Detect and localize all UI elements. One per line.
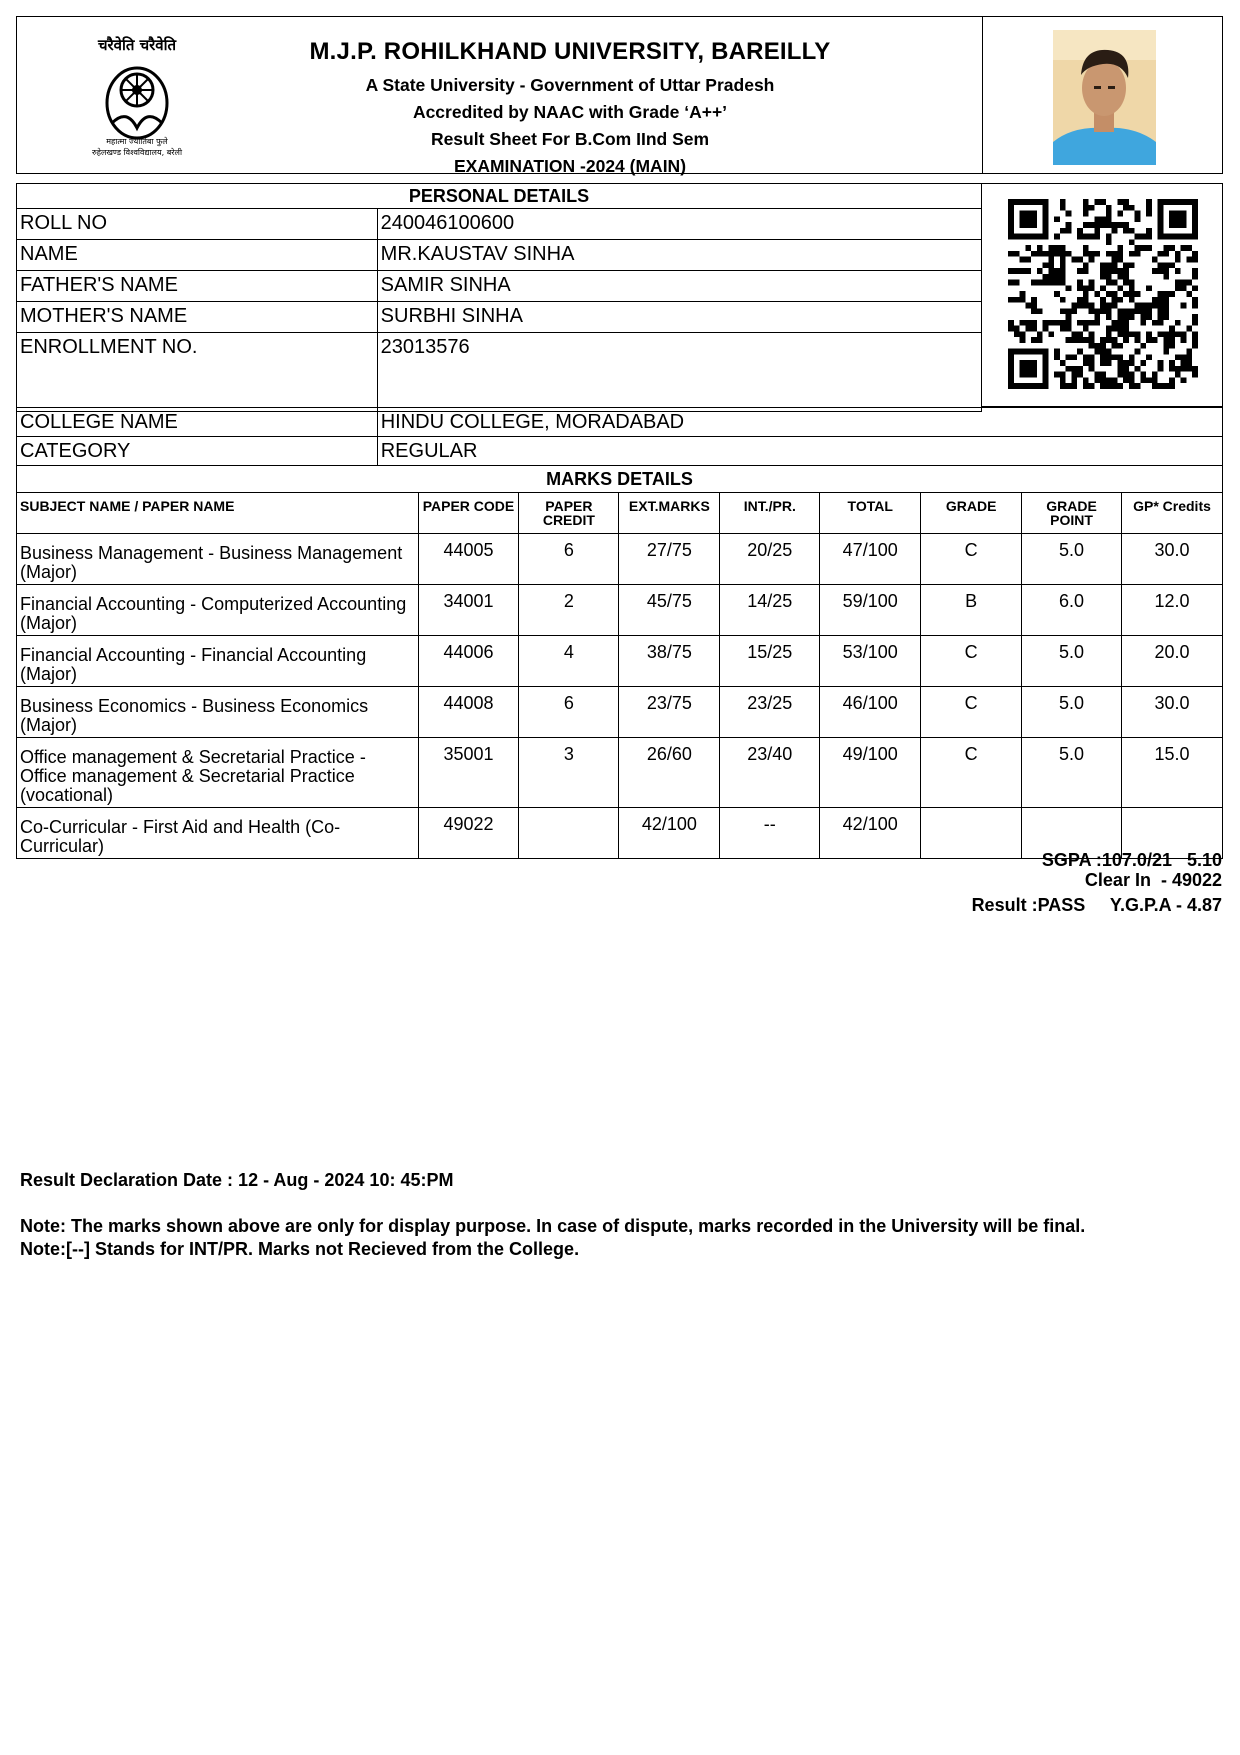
col-paper-code: PAPER CODE — [418, 493, 519, 534]
ext-marks: 26/60 — [619, 738, 720, 808]
paper-code: 35001 — [418, 738, 519, 808]
paper-credit: 3 — [519, 738, 619, 808]
subtitle-state: A State University - Government of Uttar Pradesh — [365, 75, 775, 95]
mother-name-label: MOTHER'S NAME — [17, 302, 378, 333]
grade: C — [921, 636, 1022, 687]
grade-point: 5.0 — [1022, 738, 1122, 808]
paper-credit — [519, 808, 619, 859]
paper-credit: 2 — [519, 585, 619, 636]
paper-code: 44006 — [418, 636, 519, 687]
col-paper-credit: PAPER CREDIT — [519, 493, 619, 534]
row-roll-no — [17, 209, 982, 240]
grade: C — [921, 687, 1022, 738]
grade: B — [921, 585, 1022, 636]
gp-credits: 30.0 — [1122, 687, 1223, 738]
roll-no-value: 240046100600 — [377, 209, 981, 240]
university-logo — [72, 28, 202, 158]
result-line: Result :PASS Y.G.P.A - 4.87 — [971, 895, 1222, 915]
grade: C — [921, 534, 1022, 585]
title-block — [240, 38, 900, 180]
category-label: CATEGORY — [17, 437, 378, 466]
grade-point: 5.0 — [1022, 534, 1122, 585]
ext-marks: 45/75 — [619, 585, 720, 636]
marks-details-heading: MARKS DETAILS — [17, 466, 1223, 493]
subject-name: Office management & Secretarial Practice - Office management & Secretarial Practice (vocational) — [17, 738, 419, 808]
personal-details-heading: PERSONAL DETAILS — [17, 184, 982, 209]
col-gp-credits: GP* Credits — [1122, 493, 1223, 534]
total-marks: 42/100 — [820, 808, 921, 859]
row-father-name — [17, 271, 982, 302]
row-name — [17, 240, 982, 271]
subject-name: Financial Accounting - Financial Accounting (Major) — [17, 636, 419, 687]
table-row — [17, 636, 1223, 687]
logo-name-1: महात्मा ज्योतिबा फुले — [106, 137, 168, 146]
result-sheet-title: Result Sheet For B.Com IInd Sem — [430, 129, 710, 149]
note-display-purpose: Note: The marks shown above are only for display purpose. In case of dispute, marks recorded in the University will be final. — [20, 1216, 1086, 1236]
col-int-pr: INT./PR. — [720, 493, 820, 534]
paper-credit: 6 — [519, 687, 619, 738]
total-marks: 46/100 — [820, 687, 921, 738]
roll-no-label: ROLL NO — [17, 209, 378, 240]
table-row — [17, 585, 1223, 636]
personal-details-table — [16, 183, 982, 412]
paper-credit: 6 — [519, 534, 619, 585]
gp-credits: 15.0 — [1122, 738, 1223, 808]
enrollment-value: 23013576 — [377, 333, 981, 412]
int-marks: -- — [720, 808, 820, 859]
category-value: REGULAR — [377, 437, 1222, 466]
total-marks: 47/100 — [820, 534, 921, 585]
subject-name: Co-Curricular - First Aid and Health (Co-Curricular) — [17, 808, 419, 859]
subject-name: Business Economics - Business Economics (Major) — [17, 687, 419, 738]
ext-marks: 27/75 — [619, 534, 720, 585]
ext-marks: 38/75 — [619, 636, 720, 687]
int-marks: 23/25 — [720, 687, 820, 738]
col-grade: GRADE — [921, 493, 1022, 534]
qr-code — [1008, 199, 1198, 389]
result-declaration-date: Result Declaration Date : 12 - Aug - 2024 10: 45:PM — [20, 1170, 454, 1190]
int-marks: 15/25 — [720, 636, 820, 687]
father-name-label: FATHER'S NAME — [17, 271, 378, 302]
col-grade-point: GRADE POINT — [1022, 493, 1122, 534]
college-table — [16, 407, 1223, 466]
name-value: MR.KAUSTAV SINHA — [377, 240, 981, 271]
total-marks: 49/100 — [820, 738, 921, 808]
row-enrollment — [17, 333, 982, 412]
paper-code: 34001 — [418, 585, 519, 636]
col-subject: SUBJECT NAME / PAPER NAME — [17, 493, 419, 534]
row-mother-name — [17, 302, 982, 333]
logo-motto: चरैवेति चरैवेति — [97, 36, 177, 54]
sgpa-line: SGPA :107.0/21 5.10 — [1041, 850, 1222, 870]
total-marks: 53/100 — [820, 636, 921, 687]
paper-code: 49022 — [418, 808, 519, 859]
note-int-pr: Note:[--] Stands for INT/PR. Marks not Recieved from the College. — [20, 1239, 580, 1259]
father-name-value: SAMIR SINHA — [377, 271, 981, 302]
grade-point: 5.0 — [1022, 687, 1122, 738]
int-marks: 14/25 — [720, 585, 820, 636]
grade — [921, 808, 1022, 859]
gp-credits: 12.0 — [1122, 585, 1223, 636]
examination-title: EXAMINATION -2024 (MAIN) — [453, 156, 687, 176]
subject-name: Financial Accounting - Computerized Accounting (Major) — [17, 585, 419, 636]
table-row — [17, 738, 1223, 808]
int-marks: 20/25 — [720, 534, 820, 585]
summary-block — [1042, 850, 1222, 890]
student-photo — [1053, 30, 1156, 165]
ext-marks: 42/100 — [619, 808, 720, 859]
logo-name-2: रुहेलखण्ड विश्वविद्यालय, बरेली — [91, 148, 183, 157]
total-marks: 59/100 — [820, 585, 921, 636]
grade-point: 5.0 — [1022, 636, 1122, 687]
subject-name: Business Management - Business Management (Major) — [17, 534, 419, 585]
subtitle-naac: Accredited by NAAC with Grade ‘A++’ — [412, 102, 728, 122]
row-college — [17, 408, 1223, 437]
gp-credits: 20.0 — [1122, 636, 1223, 687]
int-marks: 23/40 — [720, 738, 820, 808]
grade-point: 6.0 — [1022, 585, 1122, 636]
grade: C — [921, 738, 1022, 808]
marks-table — [16, 465, 1223, 859]
paper-credit: 4 — [519, 636, 619, 687]
name-label: NAME — [17, 240, 378, 271]
table-row — [17, 687, 1223, 738]
ext-marks: 23/75 — [619, 687, 720, 738]
gp-credits: 30.0 — [1122, 534, 1223, 585]
college-label: COLLEGE NAME — [17, 408, 378, 437]
col-total: TOTAL — [820, 493, 921, 534]
university-name: M.J.P. ROHILKHAND UNIVERSITY, BAREILLY — [309, 38, 831, 65]
paper-code: 44008 — [418, 687, 519, 738]
enrollment-label: ENROLLMENT NO. — [17, 333, 378, 412]
marks-header-row — [17, 493, 1223, 534]
mother-name-value: SURBHI SINHA — [377, 302, 981, 333]
paper-code: 44005 — [418, 534, 519, 585]
table-row — [17, 534, 1223, 585]
col-ext-marks: EXT.MARKS — [619, 493, 720, 534]
row-category — [17, 437, 1223, 466]
college-value: HINDU COLLEGE, MORADABAD — [377, 408, 1222, 437]
clear-in-line: Clear In - 49022 — [1084, 870, 1222, 890]
notes-block — [20, 1215, 1085, 1261]
